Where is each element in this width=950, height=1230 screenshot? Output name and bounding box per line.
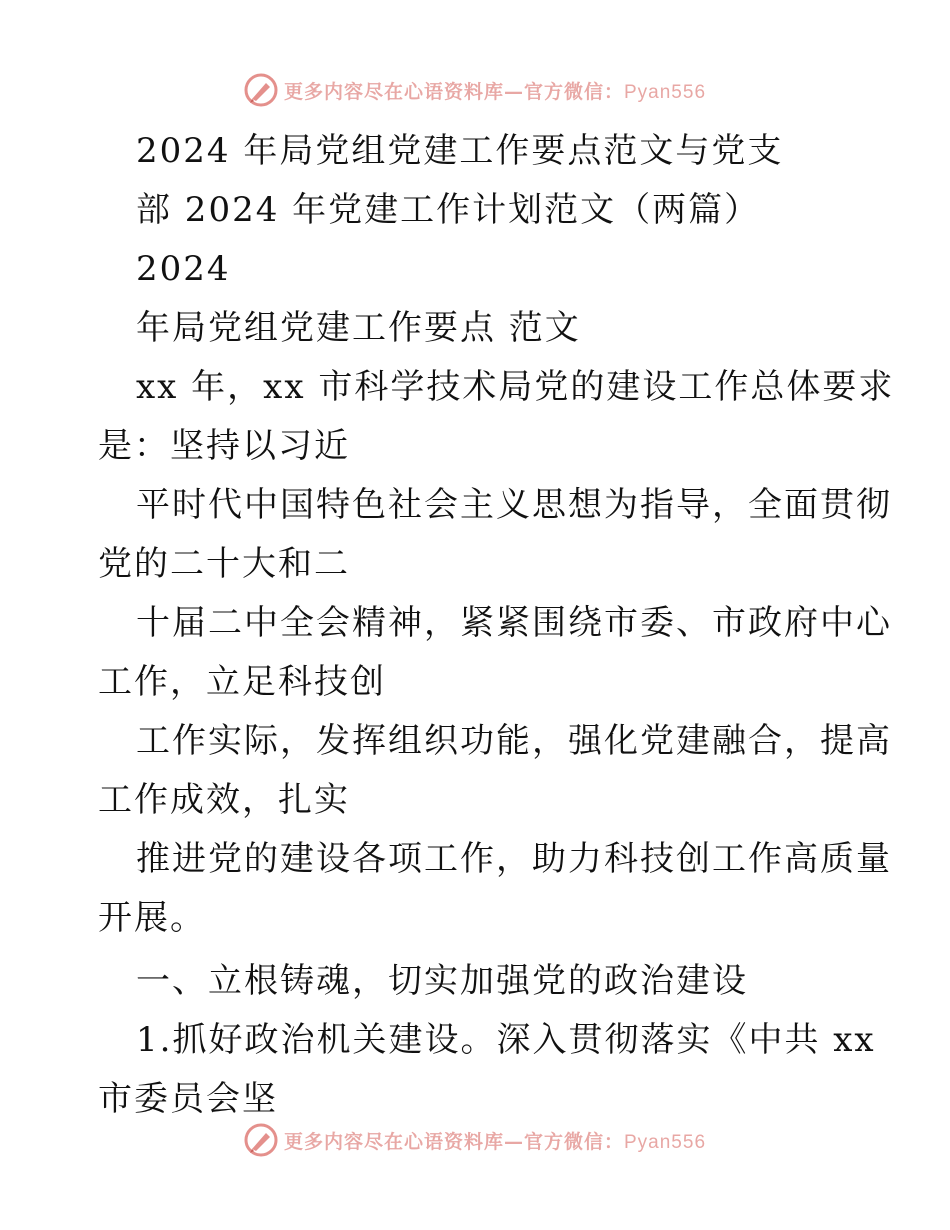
doc-line: 工作，立足科技创 (98, 662, 386, 702)
doc-line: 工作成效，扎实 (98, 780, 350, 820)
document-body (98, 122, 895, 1129)
doc-line: xx 年，xx 市科学技术局党的建设工作总体要求 (136, 367, 895, 407)
doc-line: 工作实际，发挥组织功能，强化党建融合，提高 (136, 721, 892, 761)
section-heading: 一、立根铸魂，切实加强党的政治建设 (136, 961, 748, 1001)
doc-line: 党的二十大和二 (98, 544, 350, 584)
doc-line: 市委员会坚 (98, 1079, 278, 1119)
footer-watermark (0, 1120, 950, 1160)
pen-logo-icon (244, 73, 278, 107)
doc-line: 平时代中国特色社会主义思想为指导，全面贯彻 (136, 485, 892, 525)
doc-line: 开展。 (98, 898, 206, 938)
pen-logo-icon (244, 1123, 278, 1157)
doc-line: 十届二中全会精神，紧紧围绕市委、市政府中心 (136, 603, 892, 643)
watermark-text: 更多内容尽在心语资料库—官方微信：Pyan556 (283, 80, 707, 103)
doc-line: 年局党组党建工作要点 范文 (136, 308, 581, 348)
doc-line: 推进党的建设各项工作，助力科技创工作高质量 (136, 839, 892, 879)
doc-line: 2024 (136, 249, 231, 289)
doc-line: 部 2024 年党建工作计划范文（两篇） (136, 190, 761, 230)
header-watermark (0, 70, 950, 110)
doc-line: 2024 年局党组党建工作要点范文与党支 (136, 131, 784, 171)
doc-line: 是：坚持以习近 (98, 426, 350, 466)
watermark-text: 更多内容尽在心语资料库—官方微信：Pyan556 (283, 1130, 707, 1153)
doc-line: 1.抓好政治机关建设。深入贯彻落实《中共 xx (136, 1020, 876, 1060)
